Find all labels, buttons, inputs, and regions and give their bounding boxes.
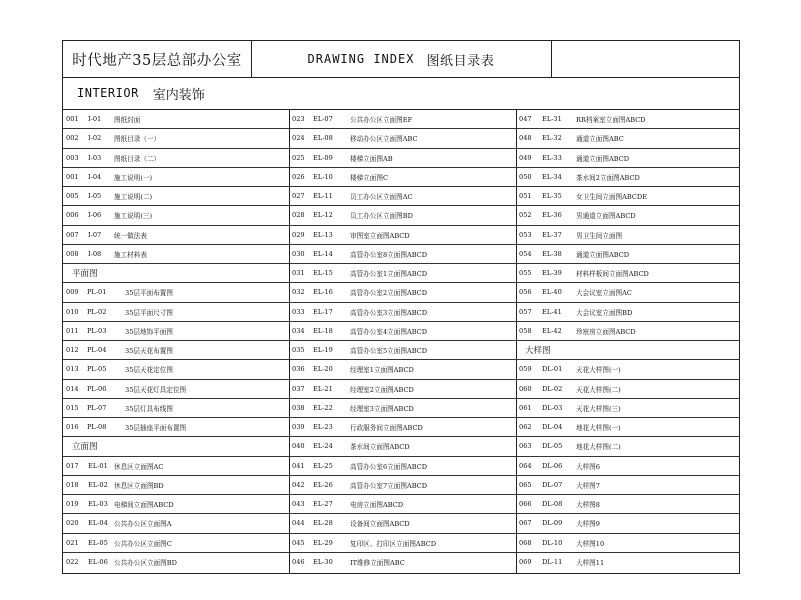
drawing-title: 通道立面图ABC	[576, 135, 624, 144]
drawing-code: EL-41	[542, 307, 562, 316]
index-row	[289, 187, 516, 206]
sheet-number: 054	[519, 249, 532, 258]
index-row	[63, 149, 289, 168]
drawing-code: EL-19	[313, 346, 333, 355]
drawing-code: EL-42	[542, 326, 562, 335]
drawing-code: EL-09	[313, 153, 333, 162]
drawing-code: DL-11	[542, 558, 563, 567]
index-row	[289, 476, 516, 495]
section-heading-en: INTERIOR	[77, 86, 139, 100]
drawing-title: 大样图7	[576, 481, 600, 490]
index-row	[289, 283, 516, 302]
sheet-number: 002	[66, 134, 79, 143]
index-row	[63, 360, 289, 379]
drawing-code: I-06	[88, 211, 102, 220]
index-row	[63, 245, 289, 264]
drawing-code: DL-05	[542, 442, 563, 451]
sheet-number: 016	[66, 423, 79, 432]
sheet-number: 046	[292, 558, 305, 567]
sheet-number: 045	[292, 538, 305, 547]
group-label: 大样图	[525, 346, 551, 357]
index-row	[63, 168, 289, 187]
drawing-code: DL-04	[542, 423, 563, 432]
group-heading	[516, 341, 739, 360]
drawing-code: EL-26	[313, 480, 333, 489]
index-row	[289, 206, 516, 225]
index-row	[289, 553, 516, 572]
index-column-3	[516, 110, 739, 573]
drawing-title: 电房立面图ABCD	[350, 501, 404, 510]
index-row	[289, 149, 516, 168]
index-row	[516, 149, 739, 168]
drawing-code: EL-29	[313, 538, 333, 547]
drawing-title: 大样图11	[576, 559, 605, 568]
drawing-title: 高管办公室8立面图ABCD	[350, 250, 428, 259]
drawing-title: 高管办公室2立面图ABCD	[350, 289, 428, 298]
sheet-number: 049	[519, 153, 532, 162]
drawing-code: EL-31	[542, 115, 562, 124]
drawing-code: EL-35	[542, 192, 562, 201]
drawing-code: EL-12	[313, 211, 333, 220]
drawing-title: 统一做法表	[114, 231, 147, 240]
drawing-code: EL-13	[313, 230, 333, 239]
sheet-number: 032	[292, 288, 305, 297]
sheet-number: 001	[66, 115, 79, 124]
group-label: 平面图	[72, 269, 98, 280]
drawing-title: 施工说明(一)	[114, 173, 153, 182]
sheet-number: 040	[292, 442, 305, 451]
sheet-number: 067	[519, 519, 532, 528]
index-row	[63, 495, 289, 514]
drawing-code: EL-07	[313, 115, 333, 124]
drawing-title: 大样图6	[576, 462, 600, 471]
drawing-code: I-04	[88, 172, 102, 181]
section-heading-cn: 室内装饰	[152, 87, 205, 103]
sheet-number: 066	[519, 500, 532, 509]
index-row	[289, 129, 516, 148]
sheet-number: 015	[66, 403, 79, 412]
sheet-number: 047	[519, 115, 532, 124]
sheet-number: 064	[519, 461, 532, 470]
drawing-title: 35层平面布置图	[125, 289, 173, 298]
sheet-number: 065	[519, 480, 532, 489]
sheet-number: 022	[66, 558, 79, 567]
drawing-title: 经理室2立面图ABCD	[350, 385, 414, 394]
drawing-title: 公共办公区立面图A	[114, 520, 172, 529]
sheet-number: 039	[292, 423, 305, 432]
sheet-number: 052	[519, 211, 532, 220]
index-row	[289, 457, 516, 476]
drawing-title: 天花大样图(一)	[576, 366, 621, 375]
drawing-code: PL-08	[87, 423, 107, 432]
drawing-code: I-02	[88, 134, 102, 143]
drawing-title: 35层天花布置图	[125, 347, 173, 356]
index-row	[516, 380, 739, 399]
sheet-number: 061	[519, 403, 532, 412]
drawing-code: EL-05	[88, 538, 108, 547]
drawing-code: EL-30	[313, 558, 333, 567]
drawing-title: IT维修立面图ABC	[350, 559, 405, 568]
drawing-code: PL-06	[87, 384, 107, 393]
drawing-title: 大样图10	[576, 539, 605, 548]
index-row	[289, 264, 516, 283]
index-row	[289, 399, 516, 418]
drawing-title: 图纸目录（二）	[114, 154, 161, 163]
drawing-code: EL-20	[313, 365, 333, 374]
drawing-code: EL-36	[542, 211, 562, 220]
drawing-code: EL-27	[313, 500, 333, 509]
index-row	[63, 206, 289, 225]
drawing-code: PL-05	[87, 365, 107, 374]
sheet-number: 044	[292, 519, 305, 528]
index-row	[516, 110, 739, 129]
index-row	[289, 226, 516, 245]
drawing-code: EL-23	[313, 423, 333, 432]
index-row	[516, 437, 739, 456]
drawing-title: 女卫生间立面图ABCDE	[576, 193, 648, 202]
index-row	[516, 495, 739, 514]
drawing-title: 通道立面图ABCD	[576, 250, 630, 259]
index-row	[63, 534, 289, 553]
drawing-title: 高管办公室6立面图ABCD	[350, 462, 428, 471]
drawing-code: DL-08	[542, 500, 563, 509]
sheet-number: 030	[292, 249, 305, 258]
drawing-title: 图纸目录（一）	[114, 135, 161, 144]
index-row	[289, 514, 516, 533]
sheet-number: 043	[292, 500, 305, 509]
drawing-title: 经理室3立面图ABCD	[350, 404, 414, 413]
drawing-code: EL-06	[88, 558, 108, 567]
index-row	[63, 110, 289, 129]
sheet-number: 050	[519, 172, 532, 181]
sheet-number: 021	[66, 538, 79, 547]
drawing-code: EL-14	[313, 249, 333, 258]
drawing-title: 男卫生间立面图	[576, 231, 623, 240]
index-row	[516, 553, 739, 572]
drawing-code: EL-10	[313, 172, 333, 181]
drawing-code: EL-18	[313, 326, 333, 335]
drawing-title: 35层灯具布线图	[125, 404, 173, 413]
drawing-title: RR档案室立面图ABCD	[576, 116, 646, 125]
sheet-number: 031	[292, 269, 305, 278]
index-row	[516, 360, 739, 379]
sheet-number: 057	[519, 307, 532, 316]
drawing-code: DL-09	[542, 519, 563, 528]
sheet-number: 011	[66, 326, 79, 335]
drawing-title: 楼梯立面图AB	[350, 154, 393, 163]
drawing-code: EL-17	[313, 307, 333, 316]
index-row	[289, 322, 516, 341]
drawing-code: PL-03	[87, 326, 107, 335]
drawing-title: 35层平面尺寸图	[125, 308, 173, 317]
sheet-number: 056	[519, 288, 532, 297]
drawing-code: EL-25	[313, 461, 333, 470]
index-row	[289, 418, 516, 437]
index-row	[516, 168, 739, 187]
drawing-code: EL-40	[542, 288, 562, 297]
sheet-number: 019	[66, 500, 79, 509]
index-row	[63, 187, 289, 206]
sheet-number: 025	[292, 153, 305, 162]
drawing-code: EL-02	[88, 480, 108, 489]
drawing-title: 大样图9	[576, 520, 600, 529]
index-title	[251, 41, 552, 77]
sheet-number: 038	[292, 403, 305, 412]
index-row	[516, 457, 739, 476]
drawing-title: 地花大样图(二)	[576, 443, 621, 452]
drawing-title: 材料样板间立面图ABCD	[576, 270, 649, 279]
drawing-title: 天花大样图(二)	[576, 385, 621, 394]
drawing-title: 审图室立面图ABCD	[350, 231, 410, 240]
drawing-code: I-07	[88, 230, 102, 239]
index-row	[516, 129, 739, 148]
index-row	[63, 514, 289, 533]
drawing-title: 员工办公区立面图BD	[350, 212, 413, 221]
drawing-code: EL-04	[88, 519, 108, 528]
drawing-code: DL-07	[542, 480, 563, 489]
drawing-title: 大会议室立面图AC	[576, 289, 632, 298]
index-row	[289, 360, 516, 379]
sheet-number: 062	[519, 423, 532, 432]
index-row	[63, 380, 289, 399]
sheet-number: 018	[66, 480, 79, 489]
index-row	[516, 514, 739, 533]
drawing-title: 图纸封面	[114, 116, 141, 125]
index-row	[516, 187, 739, 206]
drawing-code: I-08	[88, 249, 102, 258]
sheet-number: 017	[66, 461, 79, 470]
index-row	[63, 226, 289, 245]
sheet-number: 026	[292, 172, 305, 181]
sheet-number: 028	[292, 211, 305, 220]
index-column-1	[63, 110, 290, 573]
drawing-title: 茶水间立面图ABCD	[350, 443, 410, 452]
drawing-code: EL-38	[542, 249, 562, 258]
sheet-number: 051	[519, 192, 532, 201]
drawing-title: 大样图8	[576, 501, 600, 510]
drawing-code: EL-24	[313, 442, 333, 451]
index-row	[516, 303, 739, 322]
drawing-title: 通道立面图ABCD	[576, 154, 630, 163]
index-row	[289, 168, 516, 187]
sheet-number: 006	[66, 211, 79, 220]
drawing-title: 休息区立面图AC	[114, 462, 164, 471]
drawing-title: 大会议室立面图BD	[576, 308, 633, 317]
drawing-title: 35层地饰平面图	[125, 327, 173, 336]
drawing-title: 高管办公室7立面图ABCD	[350, 481, 428, 490]
index-row	[63, 553, 289, 572]
sheet-number: 055	[519, 269, 532, 278]
sheet-number: 058	[519, 326, 532, 335]
drawing-code: DL-02	[542, 384, 563, 393]
drawing-title: 经理室1立面图ABCD	[350, 366, 414, 375]
index-title-cn: 图纸目录表	[426, 53, 495, 69]
index-row	[516, 283, 739, 302]
index-row	[289, 534, 516, 553]
sheet-number: 063	[519, 442, 532, 451]
index-row	[516, 322, 739, 341]
sheet-number: 008	[66, 249, 79, 258]
sheet-number: 029	[292, 230, 305, 239]
index-row	[63, 303, 289, 322]
sheet-number: 034	[292, 326, 305, 335]
drawing-code: PL-01	[87, 288, 107, 297]
sheet-number: 014	[66, 384, 79, 393]
drawing-title: 休息区立面图BD	[114, 481, 164, 490]
sheet-number: 010	[66, 307, 79, 316]
index-row	[63, 283, 289, 302]
index-row	[63, 476, 289, 495]
drawing-title: 高管办公室3立面图ABCD	[350, 308, 428, 317]
index-row	[63, 322, 289, 341]
drawing-code: PL-04	[87, 346, 107, 355]
index-row	[289, 110, 516, 129]
sheet-number: 009	[66, 288, 79, 297]
drawing-code: EL-39	[542, 269, 562, 278]
drawing-title: 设备间立面图ABCD	[350, 520, 410, 529]
drawing-title: 公共办公区立面图EF	[350, 116, 413, 125]
drawing-code: EL-34	[542, 172, 562, 181]
sheet-number: 053	[519, 230, 532, 239]
index-row	[63, 418, 289, 437]
index-row	[516, 245, 739, 264]
drawing-title: 楼梯立面图C	[350, 173, 389, 182]
index-row	[516, 534, 739, 553]
drawing-title: 施工说明(二)	[114, 193, 153, 202]
drawing-code: EL-15	[313, 269, 333, 278]
group-heading	[63, 437, 289, 456]
index-column-2	[289, 110, 517, 573]
sheet-number: 035	[292, 346, 305, 355]
index-row	[289, 245, 516, 264]
drawing-code: EL-37	[542, 230, 562, 239]
index-row	[63, 129, 289, 148]
index-row	[63, 399, 289, 418]
section-heading	[63, 77, 739, 110]
index-row	[516, 476, 739, 495]
sheet-number: 037	[292, 384, 305, 393]
drawing-code: EL-22	[313, 403, 333, 412]
sheet-number: 001	[66, 172, 79, 181]
drawing-index-sheet	[62, 40, 740, 574]
drawing-title: 男通道立面图ABCD	[576, 212, 636, 221]
drawing-title: 施工说明(三)	[114, 212, 153, 221]
index-row	[289, 303, 516, 322]
drawing-title: 公共办公区立面图C	[114, 539, 172, 548]
index-row	[63, 341, 289, 360]
title-block	[63, 41, 739, 78]
index-row	[516, 399, 739, 418]
drawing-code: I-05	[88, 192, 102, 201]
sheet-number: 027	[292, 192, 305, 201]
drawing-code: EL-21	[313, 384, 333, 393]
drawing-title: 茶水间2立面图ABCD	[576, 173, 640, 182]
index-row	[516, 418, 739, 437]
drawing-title: 高管办公室5立面图ABCD	[350, 347, 428, 356]
drawing-code: EL-33	[542, 153, 562, 162]
drawing-title: 35层插座平面布置图	[125, 424, 187, 433]
drawing-code: I-01	[88, 115, 102, 124]
drawing-title: 施工材料表	[114, 250, 147, 259]
drawing-title: 公共办公区立面图BD	[114, 559, 177, 568]
drawing-code: DL-03	[542, 403, 563, 412]
sheet-number: 042	[292, 480, 305, 489]
index-row	[289, 341, 516, 360]
drawing-title: 电梯间立面图ABCD	[114, 501, 174, 510]
drawing-code: EL-16	[313, 288, 333, 297]
drawing-code: DL-01	[542, 365, 563, 374]
drawing-code: EL-08	[313, 134, 333, 143]
drawing-code: PL-02	[87, 307, 107, 316]
index-row	[289, 380, 516, 399]
sheet-number: 033	[292, 307, 305, 316]
sheet-number: 012	[66, 346, 79, 355]
drawing-title: 35层天花灯具定位图	[125, 385, 187, 394]
drawing-title: 地花大样图(一)	[576, 424, 621, 433]
sheet-number: 023	[292, 115, 305, 124]
drawing-title: 珍宸房立面图ABCD	[576, 327, 636, 336]
index-row	[289, 495, 516, 514]
drawing-title: 员工办公区立面图AC	[350, 193, 413, 202]
drawing-code: DL-06	[542, 461, 563, 470]
drawing-title: 移动办公区立面图ABC	[350, 135, 418, 144]
index-row	[289, 437, 516, 456]
drawing-title: 高管办公室4立面图ABCD	[350, 327, 428, 336]
drawing-title: 行政服务间立面图ABCD	[350, 424, 423, 433]
index-row	[516, 206, 739, 225]
index-row	[516, 226, 739, 245]
index-row	[63, 457, 289, 476]
drawing-code: EL-03	[88, 500, 108, 509]
index-row	[516, 264, 739, 283]
drawing-title: 复印区、打印区立面图ABCD	[350, 539, 436, 548]
project-name: 时代地产35层总部办公室	[63, 41, 252, 77]
sheet-number: 068	[519, 538, 532, 547]
drawing-code: PL-07	[87, 403, 107, 412]
drawing-code: EL-32	[542, 134, 562, 143]
sheet-number: 048	[519, 134, 532, 143]
sheet-number: 059	[519, 365, 532, 374]
sheet-number: 003	[66, 153, 79, 162]
drawing-title: 高管办公室1立面图ABCD	[350, 270, 428, 279]
drawing-code: I-03	[88, 153, 102, 162]
index-title-en: DRAWING INDEX	[307, 52, 415, 66]
drawing-title: 天花大样图(三)	[576, 404, 621, 413]
sheet-number: 005	[66, 192, 79, 201]
sheet-number: 041	[292, 461, 305, 470]
sheet-number: 020	[66, 519, 79, 528]
group-label: 立面图	[72, 442, 98, 453]
drawing-code: EL-11	[313, 192, 333, 201]
drawing-code: EL-01	[88, 461, 108, 470]
drawing-title: 35层天花定位图	[125, 366, 173, 375]
sheet-number: 069	[519, 558, 532, 567]
sheet-number: 036	[292, 365, 305, 374]
sheet-number: 013	[66, 365, 79, 374]
drawing-code: EL-28	[313, 519, 333, 528]
group-heading	[63, 264, 289, 283]
sheet-number: 007	[66, 230, 79, 239]
sheet-number: 060	[519, 384, 532, 393]
drawing-code: DL-10	[542, 538, 563, 547]
sheet-number: 024	[292, 134, 305, 143]
